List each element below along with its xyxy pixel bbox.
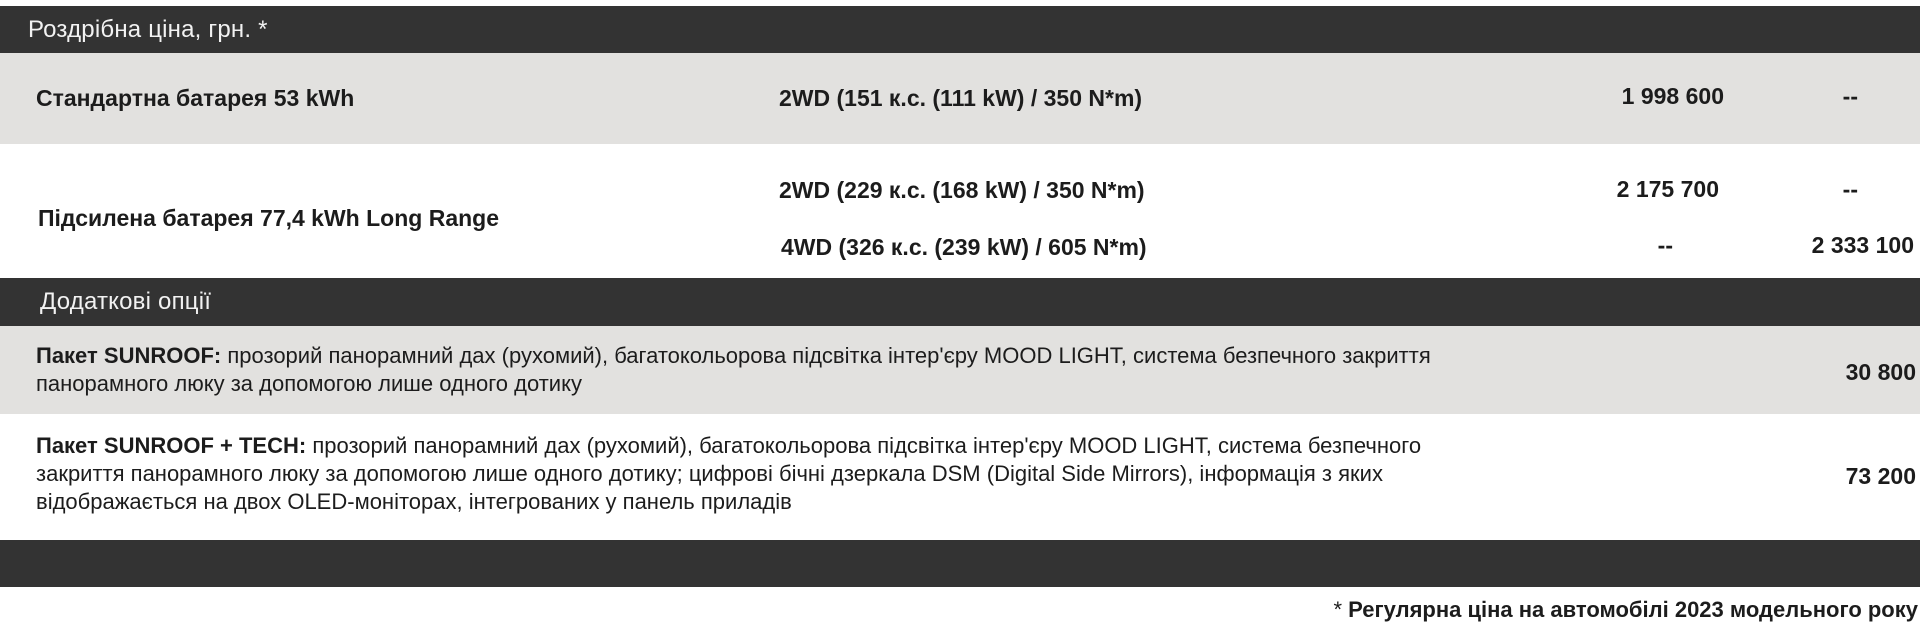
- option-label: Пакет SUNROOF + TECH:: [36, 433, 307, 458]
- option-price: 73 200: [1845, 463, 1916, 489]
- option-row-sunroof-tech: [0, 414, 1920, 538]
- option-price: 30 800: [1845, 359, 1916, 385]
- option-description: [36, 342, 1516, 398]
- price-2wd: --: [1657, 232, 1673, 258]
- drive-spec: 4WD (326 к.с. (239 kW) / 605 N*m): [781, 234, 1147, 260]
- option-text: прозорий панорамний дах (рухомий), багатокольорова підсвітка інтер'єру MOOD LIGHT, система безпечного закриття панорамного люку за допомогою лише одного дотику; цифрові бічні дзеркала DSM (Digital Side Mirrors), інформація з яких відображається на двох OLED-моніторах, інтегрованих у панель приладів: [36, 433, 1422, 514]
- option-row-sunroof: [0, 326, 1920, 414]
- price-2wd: 2 175 700: [1616, 176, 1719, 202]
- price-4wd: 2 333 100: [1811, 232, 1914, 258]
- footnote-asterisk: *: [1333, 597, 1343, 622]
- battery-name: Стандартна батарея 53 kWh: [36, 85, 355, 111]
- price-4wd: --: [1842, 176, 1858, 202]
- footnote: [1333, 597, 1918, 623]
- drive-spec: 2WD (151 к.с. (111 kW) / 350 N*m): [779, 85, 1143, 111]
- options-header: [0, 278, 1920, 326]
- options-header-title: Додаткові опції: [40, 288, 212, 315]
- option-text: прозорий панорамний дах (рухомий), багатокольорова підсвітка інтер'єру MOOD LIGHT, система безпечного закриття панорамного люку за допомогою лише одного дотику: [36, 343, 1431, 396]
- battery-name: Підсилена батарея 77,4 kWh Long Range: [38, 205, 499, 231]
- drive-spec: 2WD (229 к.с. (168 kW) / 350 N*m): [779, 177, 1145, 203]
- option-description: [36, 432, 1486, 516]
- price-2wd: 1 998 600: [1621, 83, 1724, 109]
- option-label: Пакет SUNROOF:: [36, 343, 222, 368]
- footnote-text: Регулярна ціна на автомобілі 2023 модельного року: [1348, 597, 1918, 622]
- retail-price-header: [0, 6, 1920, 53]
- price-4wd: --: [1842, 83, 1858, 109]
- retail-price-header-title: Роздрібна ціна, грн. *: [28, 15, 268, 43]
- bottom-bar: [0, 540, 1920, 587]
- battery-row-long-range: [0, 144, 1920, 278]
- battery-row-standard: [0, 53, 1920, 144]
